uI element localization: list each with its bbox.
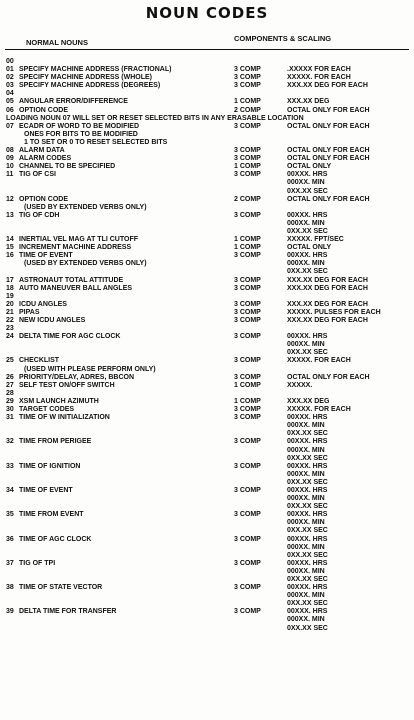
noun-number: 22 — [6, 317, 14, 324]
noun-row — [0, 511, 414, 519]
noun-description: INERTIAL VEL MAG AT TLI CUTOFF — [19, 236, 138, 244]
noun-components: 1 COMP — [234, 236, 261, 244]
noun-components: 3 COMP — [234, 559, 261, 567]
noun-scaling: 00XXX. HRS — [287, 252, 328, 260]
noun-description: ICDU ANGLES — [19, 300, 67, 308]
noun-components: 3 COMP — [234, 171, 261, 179]
noun-description: TIG OF CDH — [19, 211, 60, 219]
noun-number: 28 — [6, 389, 14, 397]
noun-number: 15 — [6, 244, 14, 252]
noun-row — [0, 123, 414, 131]
page-title: NOUN CODES — [145, 4, 269, 22]
noun-scaling: 000XX. MIN — [287, 519, 325, 527]
noun-row — [0, 357, 414, 365]
noun-row — [0, 58, 414, 66]
noun-table — [0, 58, 414, 633]
noun-number: 39 — [6, 608, 14, 616]
noun-scaling: 00XXX. HRS — [287, 608, 328, 616]
noun-description: 1 TO SET OR 0 TO RESET SELECTED BITS — [24, 138, 168, 146]
noun-number: 06 — [6, 106, 14, 114]
noun-row — [0, 131, 414, 139]
noun-row — [0, 115, 414, 123]
noun-row — [0, 455, 414, 463]
noun-number: 04 — [6, 90, 14, 98]
noun-description: TIME OF STATE VECTOR — [19, 584, 103, 592]
noun-row — [0, 495, 414, 503]
noun-number: 18 — [6, 284, 14, 292]
noun-number: 07 — [6, 122, 14, 130]
noun-description: (USED BY EXTENDED VERBS ONLY) — [24, 203, 147, 211]
noun-row — [0, 293, 414, 301]
noun-row — [0, 414, 414, 422]
noun-number: 31 — [6, 414, 14, 422]
noun-scaling: 000XX. MIN — [287, 446, 325, 454]
noun-components: 3 COMP — [234, 252, 261, 260]
noun-row — [0, 503, 414, 511]
noun-components: 3 COMP — [234, 584, 261, 592]
noun-description: PRIORITY/DELAY, ADRES, BBCON — [19, 373, 134, 381]
noun-row — [0, 544, 414, 552]
noun-description: TIME FROM EVENT — [19, 511, 84, 519]
noun-row — [0, 576, 414, 584]
noun-row — [0, 90, 414, 98]
noun-number: 10 — [6, 163, 14, 171]
noun-scaling: XXX.XX DEG FOR EACH — [287, 317, 368, 324]
noun-scaling: XXXXX. FOR EACH — [287, 357, 351, 365]
noun-scaling: XXXXX. — [287, 381, 313, 389]
noun-scaling: 0XX.XX SEC — [287, 454, 328, 462]
noun-row — [0, 349, 414, 357]
noun-description: OPTION CODE — [19, 106, 69, 114]
noun-number: 26 — [6, 373, 14, 381]
noun-row — [0, 139, 414, 147]
noun-row — [0, 107, 414, 115]
noun-row — [0, 212, 414, 220]
noun-scaling: 0XX.XX SEC — [287, 430, 328, 438]
noun-scaling: 0XX.XX SEC — [287, 268, 328, 276]
noun-row — [0, 430, 414, 438]
noun-row — [0, 479, 414, 487]
noun-scaling: 00XXX. HRS — [287, 462, 328, 470]
noun-components: 3 COMP — [234, 317, 261, 324]
noun-row — [0, 438, 414, 446]
noun-row — [0, 487, 414, 495]
noun-scaling: 000XX. MIN — [287, 543, 325, 551]
noun-description: LOADING NOUN 07 WILL SET OR RESET SELECTED BITS IN ANY ERASABLE LOCATION — [6, 114, 304, 122]
noun-description: TIME OF W INITIALIZATION — [19, 414, 110, 422]
noun-components: 1 COMP — [234, 397, 261, 405]
noun-scaling: XXX.XX DEG FOR EACH — [287, 284, 368, 292]
noun-description: (USED BY EXTENDED VERBS ONLY) — [24, 260, 147, 268]
noun-scaling: XXXXX. FPT/SEC — [287, 236, 344, 244]
noun-row — [0, 74, 414, 82]
noun-description: TARGET CODES — [19, 406, 75, 414]
noun-row — [0, 155, 414, 163]
noun-components: 3 COMP — [234, 511, 261, 519]
noun-number: 16 — [6, 252, 14, 260]
noun-number: 32 — [6, 438, 14, 446]
noun-components: 2 COMP — [234, 106, 261, 114]
noun-row — [0, 366, 414, 374]
noun-number: 14 — [6, 236, 14, 244]
noun-row — [0, 471, 414, 479]
noun-number: 00 — [6, 58, 14, 65]
noun-scaling: XXX.XX DEG FOR EACH — [287, 276, 368, 284]
noun-scaling: 0XX.XX SEC — [287, 349, 328, 357]
noun-components: 3 COMP — [234, 147, 261, 155]
noun-components: 3 COMP — [234, 462, 261, 470]
noun-components: 3 COMP — [234, 300, 261, 308]
noun-number: 25 — [6, 357, 14, 365]
noun-scaling: 0XX.XX SEC — [287, 600, 328, 608]
noun-description: TIG OF CSI — [19, 171, 56, 179]
column-header-normal-nouns: NORMAL NOUNS — [26, 38, 88, 47]
noun-row — [0, 179, 414, 187]
noun-scaling: 000XX. MIN — [287, 341, 325, 349]
noun-row — [0, 196, 414, 204]
noun-row — [0, 341, 414, 349]
noun-components: 3 COMP — [234, 438, 261, 446]
noun-components: 3 COMP — [234, 308, 261, 316]
noun-row — [0, 228, 414, 236]
noun-scaling: 0XX.XX SEC — [287, 624, 328, 632]
noun-description: SELF TEST ON/OFF SWITCH — [19, 381, 115, 389]
noun-row — [0, 536, 414, 544]
noun-scaling: 000XX. MIN — [287, 592, 325, 600]
noun-row — [0, 301, 414, 309]
noun-components: 3 COMP — [234, 276, 261, 284]
column-header-components-scaling: COMPONENTS & SCALING — [234, 34, 332, 43]
noun-row — [0, 390, 414, 398]
noun-components: 1 COMP — [234, 381, 261, 389]
noun-description: TIME OF EVENT — [19, 486, 73, 494]
noun-scaling: XXXXX. PULSES FOR EACH — [287, 308, 381, 316]
noun-row — [0, 592, 414, 600]
noun-scaling: .XXXXX FOR EACH — [287, 66, 351, 74]
noun-scaling: 000XX. MIN — [287, 422, 325, 430]
noun-scaling: 000XX. MIN — [287, 179, 325, 187]
noun-number: 01 — [6, 66, 14, 74]
noun-row — [0, 398, 414, 406]
noun-components: 3 COMP — [234, 406, 261, 414]
noun-description: ECADR OF WORD TO BE MODIFIED — [19, 122, 140, 130]
noun-row — [0, 406, 414, 414]
noun-description: PIPAS — [19, 308, 40, 316]
header-divider — [5, 49, 409, 50]
noun-scaling: OCTAL ONLY FOR EACH — [287, 155, 370, 163]
noun-scaling: 0XX.XX SEC — [287, 478, 328, 486]
noun-scaling: 000XX. MIN — [287, 567, 325, 575]
noun-scaling: XXX.XX DEG FOR EACH — [287, 300, 368, 308]
noun-row — [0, 463, 414, 471]
noun-row — [0, 625, 414, 633]
noun-scaling: 00XXX. HRS — [287, 438, 328, 446]
noun-description: (USED WITH PLEASE PERFORM ONLY) — [24, 365, 156, 373]
noun-scaling: 0XX.XX SEC — [287, 576, 328, 583]
noun-row — [0, 527, 414, 535]
noun-number: 24 — [6, 333, 14, 341]
noun-scaling: XXXXX. FOR EACH — [287, 74, 351, 82]
noun-components: 3 COMP — [234, 414, 261, 422]
noun-row — [0, 309, 414, 317]
noun-number: 37 — [6, 559, 14, 567]
noun-components: 2 COMP — [234, 195, 261, 203]
noun-description: ALARM CODES — [19, 155, 72, 163]
noun-description: TIME OF EVENT — [19, 252, 73, 260]
noun-components: 3 COMP — [234, 155, 261, 163]
noun-components: 3 COMP — [234, 535, 261, 543]
noun-row — [0, 333, 414, 341]
noun-scaling: OCTAL ONLY FOR EACH — [287, 195, 370, 203]
noun-row — [0, 244, 414, 252]
noun-row — [0, 584, 414, 592]
noun-components: 3 COMP — [234, 82, 261, 90]
noun-description: SPECIFY MACHINE ADDRESS (WHOLE) — [19, 74, 153, 82]
noun-scaling: OCTAL ONLY — [287, 244, 332, 252]
noun-number: 29 — [6, 397, 14, 405]
noun-number: 17 — [6, 276, 14, 284]
noun-number: 12 — [6, 195, 14, 203]
noun-number: 27 — [6, 381, 14, 389]
noun-number: 34 — [6, 486, 14, 494]
noun-scaling: XXXXX. FOR EACH — [287, 406, 351, 414]
noun-description: OPTION CODE — [19, 195, 69, 203]
noun-number: 02 — [6, 74, 14, 82]
noun-row — [0, 220, 414, 228]
noun-scaling: 00XXX. HRS — [287, 584, 328, 592]
noun-scaling: 0XX.XX SEC — [287, 527, 328, 535]
noun-row — [0, 66, 414, 74]
noun-row — [0, 236, 414, 244]
noun-components: 3 COMP — [234, 122, 261, 130]
noun-scaling: OCTAL ONLY FOR EACH — [287, 147, 370, 155]
noun-row — [0, 325, 414, 333]
noun-scaling: OCTAL ONLY FOR EACH — [287, 122, 370, 130]
noun-row — [0, 568, 414, 576]
noun-components: 1 COMP — [234, 244, 261, 252]
noun-number: 11 — [6, 171, 14, 179]
noun-number: 09 — [6, 155, 14, 163]
noun-row — [0, 519, 414, 527]
noun-description: CHECKLIST — [19, 357, 60, 365]
noun-components: 3 COMP — [234, 608, 261, 616]
noun-row — [0, 422, 414, 430]
noun-row — [0, 317, 414, 325]
noun-components: 3 COMP — [234, 357, 261, 365]
noun-scaling: 000XX. MIN — [287, 470, 325, 478]
noun-description: TIME OF AGC CLOCK — [19, 535, 92, 543]
noun-scaling: 0XX.XX SEC — [287, 227, 328, 235]
noun-number: 30 — [6, 406, 14, 414]
noun-number: 23 — [6, 325, 14, 333]
noun-scaling: 0XX.XX SEC — [287, 187, 328, 195]
noun-description: DELTA TIME FOR AGC CLOCK — [19, 333, 121, 341]
noun-row — [0, 447, 414, 455]
noun-scaling: 00XXX. HRS — [287, 486, 328, 494]
noun-number: 05 — [6, 98, 14, 106]
noun-row — [0, 252, 414, 260]
noun-description: TIME FROM PERIGEE — [19, 438, 92, 446]
noun-components: 3 COMP — [234, 66, 261, 74]
noun-description: ALARM DATA — [19, 147, 65, 155]
noun-row — [0, 204, 414, 212]
noun-components: 3 COMP — [234, 486, 261, 494]
noun-scaling: 00XXX. HRS — [287, 211, 328, 219]
noun-scaling: OCTAL ONLY — [287, 163, 332, 171]
noun-description: TIME OF IGNITION — [19, 462, 81, 470]
noun-row — [0, 560, 414, 568]
noun-scaling: 000XX. MIN — [287, 495, 325, 503]
noun-scaling: 00XXX. HRS — [287, 333, 328, 341]
noun-row — [0, 82, 414, 90]
noun-scaling: 00XXX. HRS — [287, 414, 328, 422]
noun-scaling: 000XX. MIN — [287, 260, 325, 268]
noun-scaling: 000XX. MIN — [287, 616, 325, 624]
noun-scaling: XXX.XX DEG FOR EACH — [287, 82, 368, 90]
noun-row — [0, 600, 414, 608]
noun-number: 33 — [6, 462, 14, 470]
noun-scaling: XXX.XX DEG — [287, 98, 330, 106]
noun-description: SPECIFY MACHINE ADDRESS (FRACTIONAL) — [19, 66, 172, 74]
noun-description: SPECIFY MACHINE ADDRESS (DEGREES) — [19, 82, 161, 90]
noun-row — [0, 98, 414, 106]
noun-row — [0, 608, 414, 616]
noun-row — [0, 382, 414, 390]
noun-scaling: OCTAL ONLY FOR EACH — [287, 373, 370, 381]
noun-number: 13 — [6, 211, 14, 219]
noun-scaling: 0XX.XX SEC — [287, 503, 328, 511]
noun-description: AUTO MANEUVER BALL ANGLES — [19, 284, 133, 292]
noun-scaling: XXX.XX DEG — [287, 397, 330, 405]
noun-components: 3 COMP — [234, 211, 261, 219]
noun-description: CHANNEL TO BE SPECIFIED — [19, 163, 116, 171]
noun-components: 1 COMP — [234, 163, 261, 171]
noun-scaling: 00XXX. HRS — [287, 511, 328, 519]
noun-components: 3 COMP — [234, 284, 261, 292]
noun-number: 38 — [6, 584, 14, 592]
noun-number: 20 — [6, 300, 14, 308]
noun-description: INCREMENT MACHINE ADDRESS — [19, 244, 132, 252]
noun-scaling: 00XXX. HRS — [287, 535, 328, 543]
noun-scaling: 00XXX. HRS — [287, 559, 328, 567]
noun-components: 1 COMP — [234, 98, 261, 106]
noun-row — [0, 163, 414, 171]
noun-description: NEW ICDU ANGLES — [19, 317, 86, 324]
noun-row — [0, 374, 414, 382]
noun-description: TIG OF TPI — [19, 559, 56, 567]
noun-description: ASTRONAUT TOTAL ATTITUDE — [19, 276, 124, 284]
noun-components: 3 COMP — [234, 373, 261, 381]
noun-scaling: 00XXX. HRS — [287, 171, 328, 179]
noun-row — [0, 188, 414, 196]
noun-row — [0, 147, 414, 155]
noun-row — [0, 616, 414, 624]
noun-number: 19 — [6, 292, 14, 300]
noun-number: 35 — [6, 511, 14, 519]
noun-row — [0, 552, 414, 560]
noun-number: 21 — [6, 308, 14, 316]
noun-description: ONES FOR BITS TO BE MODIFIED — [24, 130, 138, 138]
noun-description: ANGULAR ERROR/DIFFERENCE — [19, 98, 128, 106]
noun-number: 08 — [6, 147, 14, 155]
noun-number: 36 — [6, 535, 14, 543]
noun-description: DELTA TIME FOR TRANSFER — [19, 608, 117, 616]
noun-row — [0, 260, 414, 268]
noun-row — [0, 277, 414, 285]
noun-number: 03 — [6, 82, 14, 90]
noun-row — [0, 171, 414, 179]
noun-scaling: 0XX.XX SEC — [287, 551, 328, 559]
noun-row — [0, 268, 414, 276]
noun-scaling: OCTAL ONLY FOR EACH — [287, 106, 370, 114]
noun-components: 3 COMP — [234, 333, 261, 341]
noun-description: XSM LAUNCH AZIMUTH — [19, 397, 99, 405]
noun-row — [0, 285, 414, 293]
noun-components: 3 COMP — [234, 74, 261, 82]
noun-scaling: 000XX. MIN — [287, 219, 325, 227]
